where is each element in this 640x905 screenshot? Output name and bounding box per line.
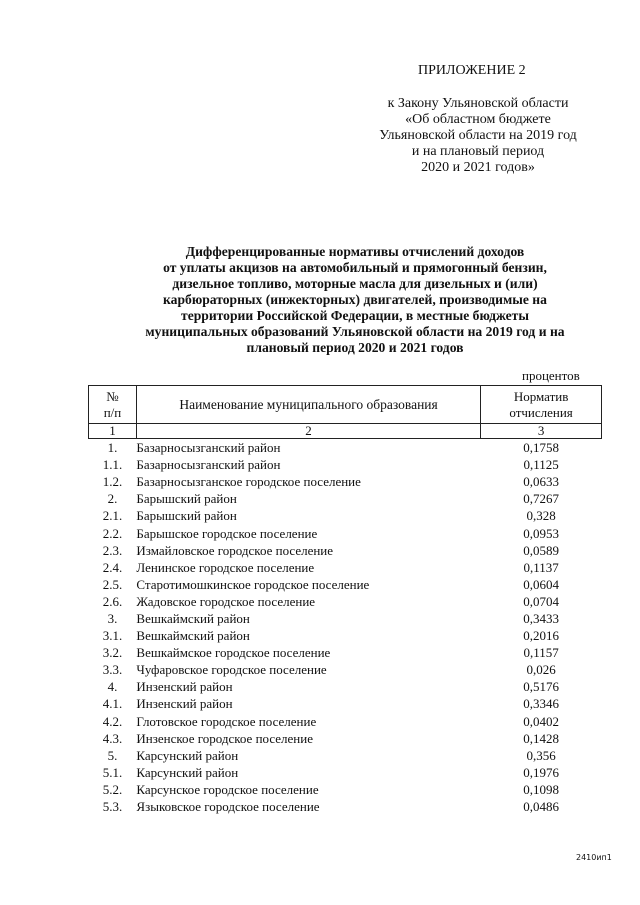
row-number: 4.1.	[102, 696, 123, 712]
table-row	[89, 747, 602, 764]
table-row	[89, 576, 602, 593]
row-value: 0,3433	[523, 610, 559, 626]
row-name: Базарносызганский район	[136, 457, 281, 473]
row-value: 0,356	[526, 747, 556, 763]
header-value-line1: Норматив	[513, 388, 569, 404]
row-number: 1.1.	[102, 457, 123, 473]
row-value: 0,1758	[523, 440, 559, 456]
table-row	[89, 713, 602, 730]
table-row	[89, 559, 602, 576]
row-number: 2.1.	[102, 508, 123, 524]
row-name: Языковское городское поселение	[136, 799, 320, 815]
row-value: 0,0589	[523, 542, 559, 558]
header-value-line2: отчисления	[509, 404, 573, 420]
row-number: 2.2.	[102, 525, 123, 541]
column-number-row	[89, 424, 602, 439]
row-name: Вешкаймское городское поселение	[136, 645, 331, 661]
row-name: Карсунский район	[136, 747, 239, 763]
table-row	[89, 764, 602, 781]
row-value: 0,1137	[523, 559, 559, 575]
table-row	[89, 678, 602, 695]
row-name: Карсунское городское поселение	[136, 781, 319, 797]
reference-line: «Об областном бюджете	[405, 112, 551, 127]
header-value	[481, 386, 602, 424]
row-number: 2.3.	[102, 542, 123, 558]
table-row	[89, 507, 602, 524]
row-number: 1.2.	[102, 474, 123, 490]
row-value: 0,0633	[523, 474, 559, 490]
row-number: 5.3.	[102, 799, 123, 815]
row-number: 1.	[107, 440, 118, 456]
appendix-title: ПРИЛОЖЕНИЕ 2	[418, 63, 526, 78]
row-number: 4.3.	[102, 730, 123, 746]
reference-line: к Закону Ульяновской области	[387, 96, 569, 111]
title-line: от уплаты акцизов на автомобильный и прямогонный бензин,	[163, 260, 547, 275]
row-value: 0,1125	[523, 457, 559, 473]
row-value: 0,2016	[523, 628, 559, 644]
column-number: 2	[136, 424, 480, 439]
row-name: Инзенский район	[136, 696, 233, 712]
row-value: 0,1098	[523, 781, 559, 797]
title-line: плановый период 2020 и 2021 годов	[246, 340, 464, 355]
norms-table	[88, 385, 602, 815]
column-number: 3	[481, 424, 602, 439]
title-line: муниципальных образований Ульяновской области на 2019 год и на	[145, 324, 565, 339]
row-number: 3.	[107, 610, 118, 626]
row-value: 0,1157	[523, 645, 559, 661]
header-number	[89, 386, 137, 424]
title-line: территории Российской Федерации, в местные бюджеты	[181, 308, 529, 323]
row-number: 5.	[107, 747, 118, 763]
title-line: Дифференцированные нормативы отчислений доходов	[185, 244, 525, 259]
table-row	[89, 798, 602, 815]
row-number: 5.1.	[102, 764, 123, 780]
units-label: процентов	[522, 368, 580, 383]
row-name: Вешкаймский район	[136, 628, 250, 644]
reference-line: Ульяновской области на 2019 год	[379, 128, 577, 143]
row-value: 0,0953	[523, 525, 559, 541]
reference-line: 2020 и 2021 годов»	[421, 160, 535, 175]
table-row	[89, 439, 602, 457]
row-number: 2.5.	[102, 576, 123, 592]
row-value: 0,1428	[523, 730, 559, 746]
row-name: Барышское городское поселение	[136, 525, 318, 541]
row-name: Барышский район	[136, 508, 237, 524]
appendix-reference	[352, 96, 604, 176]
row-value: 0,0604	[523, 576, 559, 592]
table-row	[89, 593, 602, 610]
row-value: 0,0486	[523, 799, 559, 815]
row-name: Базарносызганский район	[136, 440, 281, 456]
row-name: Вешкаймский район	[136, 610, 250, 626]
title-line: карбюраторных (инжекторных) двигателей, производимые на	[163, 292, 547, 307]
title-line: дизельное топливо, моторные масла для дизельных и (или)	[172, 276, 538, 291]
header-name: Наименование муниципального образования	[136, 386, 480, 424]
row-number: 2.4.	[102, 559, 123, 575]
document-title	[95, 244, 615, 356]
row-value: 0,026	[526, 662, 556, 678]
row-number: 3.3.	[102, 662, 123, 678]
header-number-line1: №	[106, 388, 119, 404]
reference-line: и на плановый период	[411, 144, 545, 159]
row-number: 2.6.	[102, 593, 123, 609]
row-name: Карсунский район	[136, 764, 239, 780]
row-value: 0,3346	[523, 696, 559, 712]
row-number: 5.2.	[102, 781, 123, 797]
row-value: 0,328	[526, 508, 556, 524]
table-row	[89, 661, 602, 678]
row-name: Инзенское городское поселение	[136, 730, 313, 746]
footer-code: 2410ип1	[576, 853, 612, 862]
table-row	[89, 456, 602, 473]
table-row	[89, 524, 602, 541]
table-row	[89, 644, 602, 661]
row-number: 4.2.	[102, 713, 123, 729]
row-value: 0,1976	[523, 764, 559, 780]
table-row	[89, 473, 602, 490]
header-number-line2: п/п	[103, 404, 122, 420]
row-value: 0,7267	[523, 491, 559, 507]
table-row	[89, 730, 602, 747]
table-header-row	[89, 386, 602, 424]
column-number: 1	[89, 424, 137, 439]
row-number: 2.	[107, 491, 118, 507]
row-name: Измайловское городское поселение	[136, 542, 334, 558]
row-name: Барышский район	[136, 491, 237, 507]
row-name: Чуфаровское городское поселение	[136, 662, 327, 678]
row-name: Глотовское городское поселение	[136, 713, 317, 729]
row-number: 3.1.	[102, 628, 123, 644]
row-name: Ленинское городское поселение	[136, 559, 315, 575]
row-name: Старотимошкинское городское поселение	[136, 576, 370, 592]
row-value: 0,5176	[523, 679, 559, 695]
row-name: Жадовское городское поселение	[136, 593, 316, 609]
row-value: 0,0704	[523, 593, 559, 609]
table-row	[89, 627, 602, 644]
row-name: Базарносызганское городское поселение	[136, 474, 361, 490]
table-row	[89, 490, 602, 507]
row-name: Инзенский район	[136, 679, 233, 695]
row-number: 3.2.	[102, 645, 123, 661]
table-body	[89, 439, 602, 816]
table-row	[89, 610, 602, 627]
table-row	[89, 542, 602, 559]
table-row	[89, 695, 602, 712]
table-row	[89, 781, 602, 798]
row-value: 0,0402	[523, 713, 559, 729]
row-number: 4.	[107, 679, 118, 695]
